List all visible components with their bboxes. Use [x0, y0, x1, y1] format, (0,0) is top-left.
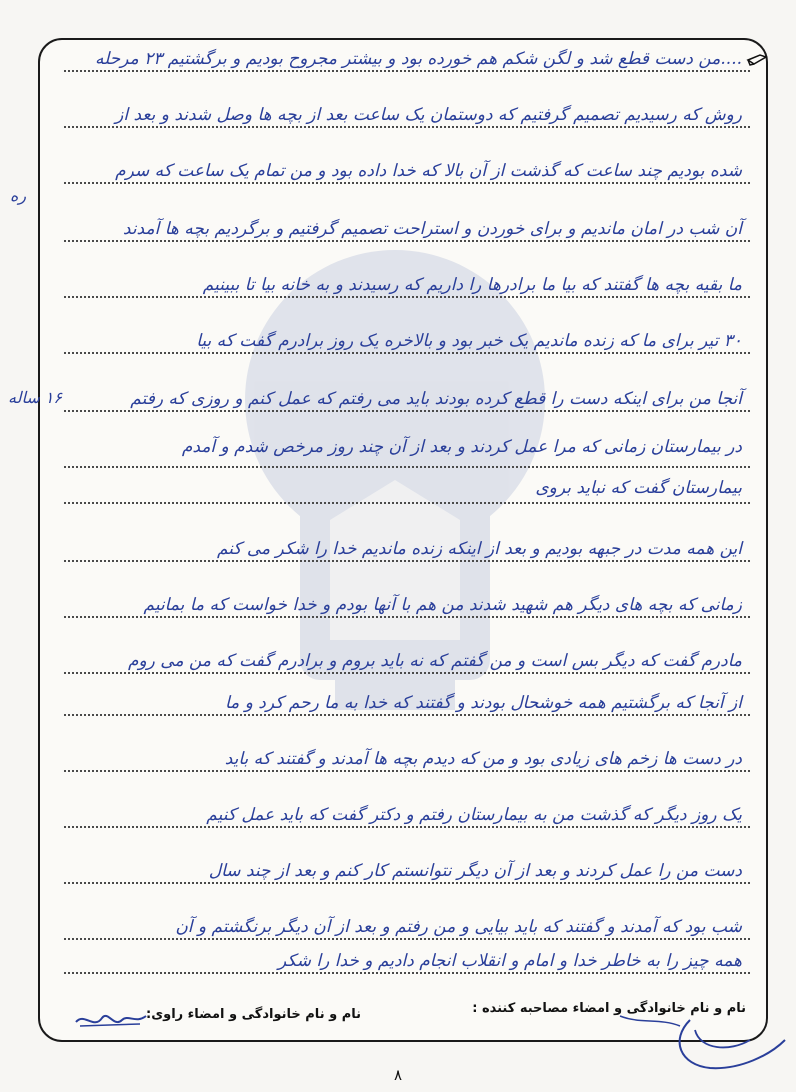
- ruled-line: [64, 560, 750, 562]
- ruled-line: [64, 126, 750, 128]
- handwritten-line: آن شب در امان ماندیم و برای خوردن و استراحت تصمیم گرفتیم و برگردیم بچه ها آمدند: [122, 219, 742, 239]
- handwritten-line: ۳۰ تیر برای ما که زنده ماندیم یک خبر بود و بالاخره یک روز برادرم گفت که بیا: [196, 331, 742, 351]
- handwritten-line: مادرم گفت که دیگر بس است و من گفتم که نه باید بروم و برادرم گفت که من می روم: [127, 651, 742, 671]
- ruled-line: [64, 672, 750, 674]
- interviewer-signature: [600, 1010, 790, 1080]
- handwritten-line: بیمارستان گفت که نباید بروی: [535, 478, 742, 498]
- ruled-line: [64, 714, 750, 716]
- ruled-line: [64, 410, 750, 412]
- ruled-line: [64, 616, 750, 618]
- handwritten-line: روش که رسیدیم تصمیم گرفتیم که دوستمان یک ساعت بعد از بچه ها وصل شدند و بعد از: [115, 105, 742, 125]
- handwritten-line: یک روز دیگر که گذشت من به بیمارستان رفتم و دکتر گفت که باید عمل کنیم: [206, 805, 742, 825]
- handwritten-line: شده بودیم چند ساعت که گذشت از آن بالا که خدا داده بود و من تمام یک ساعت که سرم: [115, 161, 742, 181]
- handwritten-line: دست من را عمل کردند و بعد از آن دیگر نتوانستم کار کنم و بعد از چند سال: [208, 861, 742, 881]
- ruled-line: [64, 502, 750, 504]
- ruled-line: [64, 972, 750, 974]
- narrator-signature-label: نام و نام خانوادگی و امضاء راوی:: [146, 1007, 361, 1022]
- ruled-lines: [64, 0, 750, 1092]
- ruled-line: [64, 466, 750, 468]
- ruled-line: [64, 938, 750, 940]
- ruled-line: [64, 770, 750, 772]
- handwritten-line: این همه مدت در جبهه بودیم و بعد از اینکه زنده ماندیم خدا را شکر می کنم: [216, 539, 742, 559]
- ruled-line: [64, 70, 750, 72]
- handwritten-line: در بیمارستان زمانی که مرا عمل کردند و بعد از آن چند روز مرخص شدم و آمدم: [181, 437, 742, 457]
- handwritten-line: ....من دست قطع شد و لگن شکم هم خورده بود و بیشتر مجروح بودیم و برگشتیم ۲۳ مرحله: [95, 49, 742, 69]
- handwritten-line: ما بقیه بچه ها گفتند که بیا ما برادرها را داریم که رسیدند و به خانه بیا تا ببینیم: [202, 275, 742, 295]
- handwritten-line: از آنجا که برگشتیم همه خوشحال بودند و گفتند که خدا به ما رحم کرد و ما: [225, 693, 742, 713]
- ruled-line: [64, 882, 750, 884]
- margin-note: ره: [10, 186, 27, 205]
- ruled-line: [64, 296, 750, 298]
- ruled-line: [64, 182, 750, 184]
- handwritten-line: آنجا من برای اینکه دست را قطع کرده بودند باید می رفتم که عمل کنم و روزی که رفتم: [130, 389, 742, 409]
- ruled-line: [64, 240, 750, 242]
- handwritten-line: در دست ها زخم های زیادی بود و من که دیدم بچه ها آمدند و گفتند که باید: [224, 749, 742, 769]
- margin-note: ۱۶ ساله: [8, 388, 63, 407]
- interviewer-signature-label: نام و نام خانوادگی و امضاء مصاحبه کننده :: [472, 1001, 746, 1016]
- ruled-line: [64, 352, 750, 354]
- handwritten-line: زمانی که بچه های دیگر هم شهید شدند من هم با آنها بودم و خدا خواست که ما بمانیم: [143, 595, 742, 615]
- narrator-signature: [70, 1000, 150, 1036]
- handwritten-line: همه چیز را به خاطر خدا و امام و انقلاب انجام دادیم و خدا را شکر: [277, 951, 742, 971]
- page-number: ۸: [393, 1066, 403, 1084]
- ruled-line: [64, 826, 750, 828]
- handwritten-line: شب بود که آمدند و گفتند که باید بیایی و من رفتم و بعد از آن دیگر برنگشتم و آن: [175, 917, 742, 937]
